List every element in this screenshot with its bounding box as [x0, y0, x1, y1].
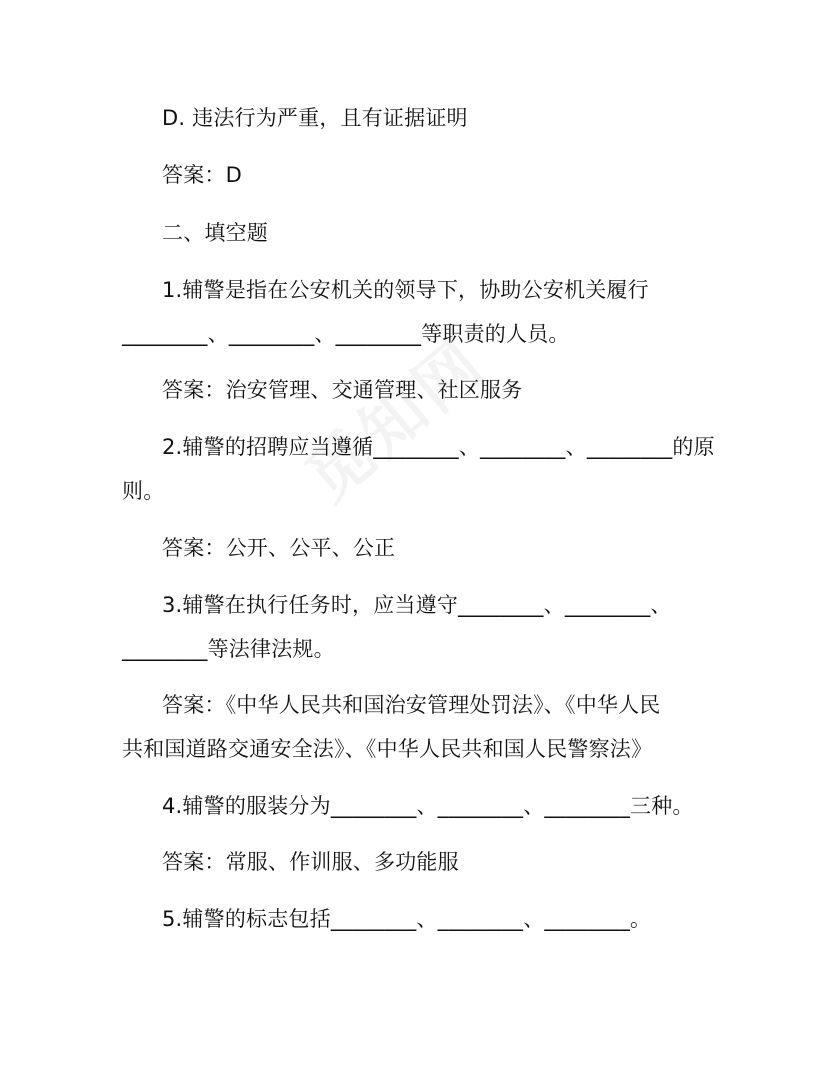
- answer-4: 答案：常服、作训服、多功能服: [162, 850, 459, 874]
- question-1-line-2: ________、________、________等职责的人员。: [122, 322, 570, 346]
- question-5: 5.辅警的标志包括________、________、________。: [162, 907, 652, 931]
- question-4: 4.辅警的服装分为________、________、________三种。: [162, 794, 694, 818]
- answer-3-line-2: 共和国道路交通安全法》、《中华人民共和国人民警察法》: [122, 737, 653, 761]
- option-d: D. 违法行为严重，且有证据证明: [162, 106, 468, 130]
- question-3-line-2: ________等法律法规。: [122, 637, 335, 661]
- answer-3-line-1: 答案：《中华人民共和国治安管理处罚法》、《中华人民: [162, 693, 661, 717]
- question-3-line-1: 3.辅警在执行任务时，应当遵守________、________、: [162, 593, 672, 617]
- answer-1: 答案：治安管理、交通管理、社区服务: [162, 378, 523, 402]
- answer-2: 答案：公开、公平、公正: [162, 536, 396, 560]
- question-2-line-2: 则。: [122, 479, 165, 503]
- answer-prev: 答案：D: [162, 163, 242, 187]
- question-1-line-1: 1.辅警是指在公安机关的领导下，协助公安机关履行: [162, 278, 649, 302]
- question-2-line-1: 2.辅警的招聘应当遵循________、________、________的原: [162, 435, 715, 459]
- section-title: 二、填空题: [162, 221, 268, 245]
